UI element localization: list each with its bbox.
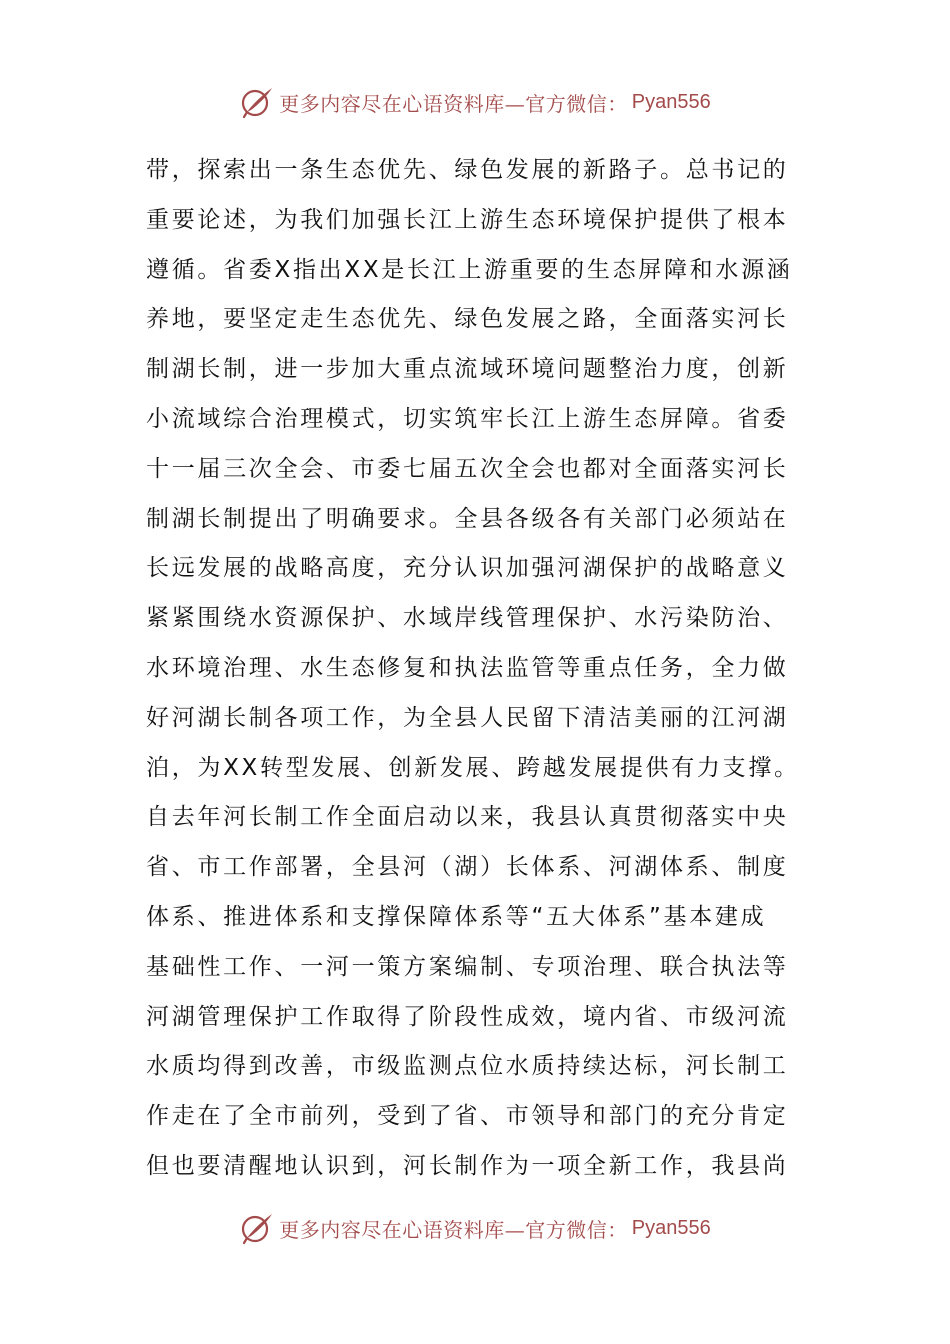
text-line: 水质均得到改善，市级监测点位水质持续达标，河长制工 [146,1053,789,1080]
text-line: 省、市工作部署，全县河（湖）长体系、河湖体系、制度 [146,854,789,881]
text-line: 重要论述，为我们加强长江上游生态环境保护提供了根本 [146,206,789,233]
quill-logo-icon [239,1210,275,1246]
text-line: 制湖长制提出了明确要求。全县各级各有关部门必须站在 [146,505,789,532]
quill-logo-icon [239,84,275,120]
text-line: 十一届三次全会、市委七届五次全会也都对全面落实河长 [146,455,789,482]
text-line: 养地，要坚定走生态优先、绿色发展之路，全面落实河长 [146,306,789,333]
footer-banner-text: 更多内容尽在心语资料库—官方微信： [279,1217,628,1242]
text-line: 小流域综合治理模式，切实筑牢长江上游生态屏障。省委 [146,405,789,432]
text-line: 带，探索出一条生态优先、绿色发展的新路子。总书记的 [146,157,789,183]
text-line: 水环境治理、水生态修复和执法监管等重点任务，全力做 [146,654,789,681]
text-line: 长远发展的战略高度，充分认识加强河湖保护的战略意义 [146,555,789,582]
text-line: 制湖长制，进一步加大重点流域环境问题整治力度，创新 [146,356,789,383]
text-line: 河湖管理保护工作取得了阶段性成效，境内省、市级河流 [146,1003,789,1030]
footer-banner-id: Pyan556 [631,1216,711,1239]
text-line: 体系、推进体系和支撑保障体系等“五大体系”基本建成 [146,903,767,930]
text-line: 好河湖长制各项工作，为全县人民留下清洁美丽的江河湖 [146,704,789,731]
text-line: 但也要清醒地认识到，河长制作为一项全新工作，我县尚 [146,1152,789,1179]
text-line: 自去年河长制工作全面启动以来，我县认真贯彻落实中央 [146,804,789,831]
header-banner-id: Pyan556 [631,90,711,113]
document-body [146,146,806,1192]
text-line: 基础性工作、一河一策方案编制、专项治理、联合执法等 [146,953,789,980]
header-banner [0,82,950,122]
text-line: 作走在了全市前列，受到了省、市领导和部门的充分肯定 [146,1103,789,1130]
text-line: 泊，为XX转型发展、创新发展、跨越发展提供有力支撑。 [146,754,800,781]
footer-banner [0,1208,950,1248]
header-banner-text: 更多内容尽在心语资料库—官方微信： [279,91,628,116]
text-line: 紧紧围绕水资源保护、水域岸线管理保护、水污染防治、 [146,605,789,632]
text-line: 遵循。省委X指出XX是长江上游重要的生态屏障和水源涵 [146,256,793,283]
